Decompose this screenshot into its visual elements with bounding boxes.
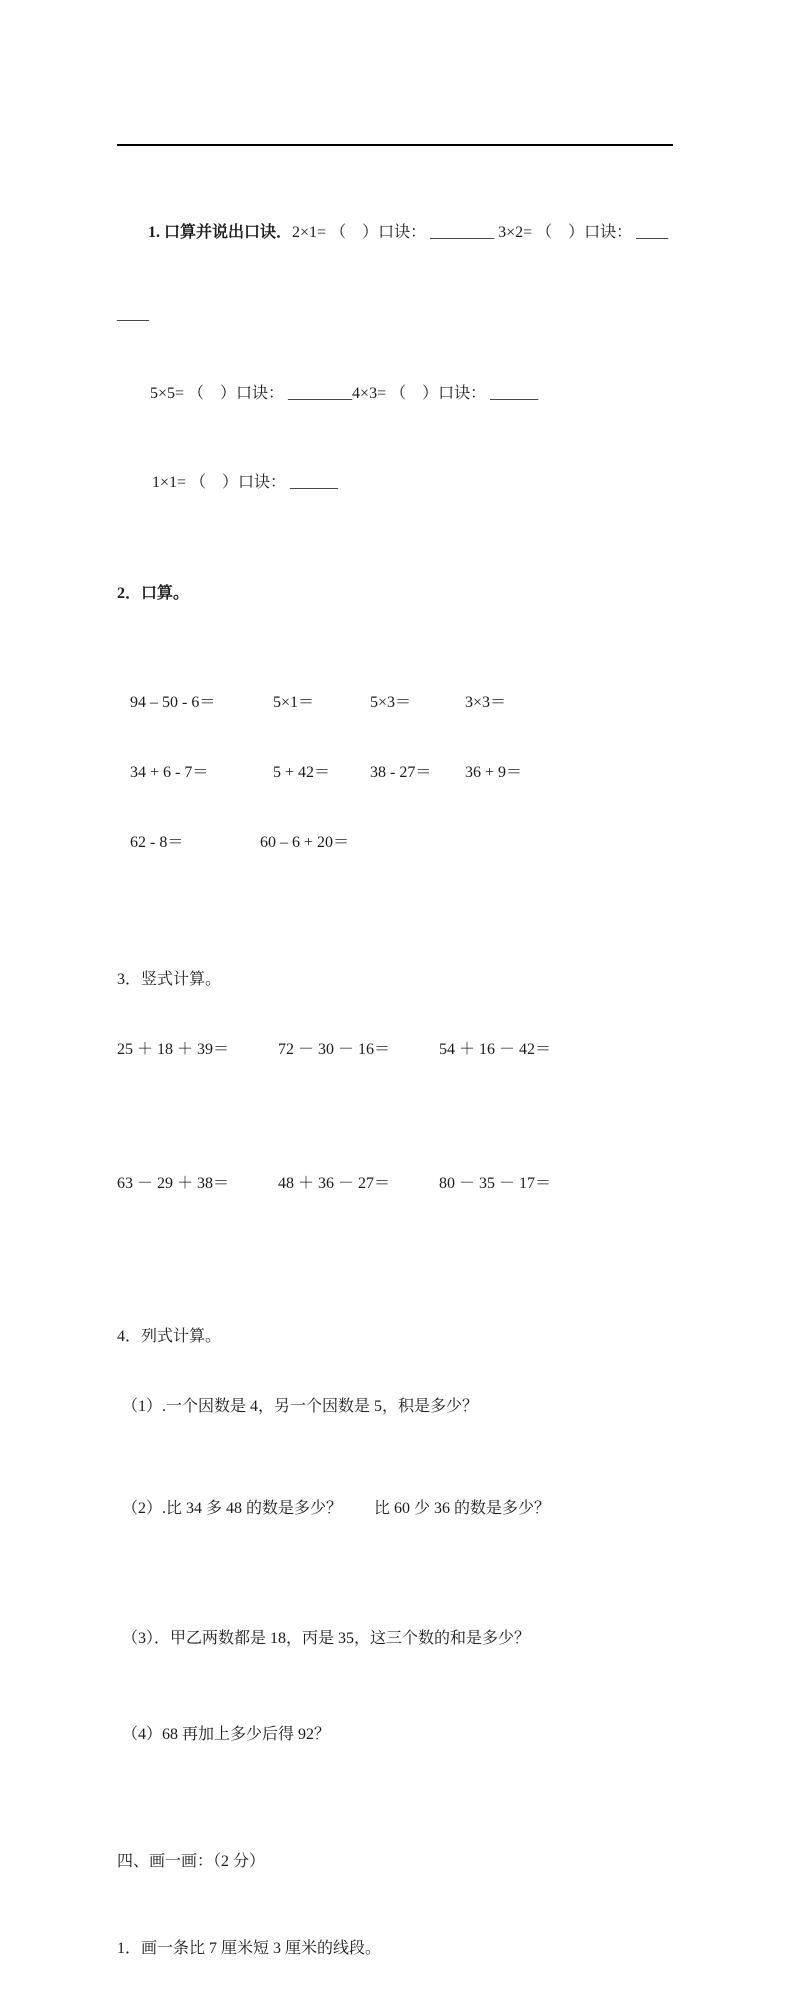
q3-problem: 63 － 29 ＋ 38＝ [117, 1175, 230, 1192]
q2-problem: 5 + 42＝ [273, 764, 331, 781]
q2-row [130, 758, 675, 788]
q2-problem: 60 – 6 + 20＝ [260, 834, 350, 851]
q2-problem: 36 + 9＝ [465, 764, 523, 781]
q3-problem: 25 ＋ 18 ＋ 39＝ [117, 1041, 230, 1058]
q4-item-2: （2）.比 34 多 48 的数是多少？ 比 60 少 36 的数是多少？ [122, 1500, 551, 1517]
section4-drawing-item-1: 1．画一条比 7 厘米短 3 厘米的线段。 [117, 1940, 382, 1957]
q3-problem: 54 ＋ 16 － 42＝ [439, 1041, 552, 1058]
q1-line-3: 1×1= （ ）口诀： ______ [152, 474, 339, 491]
q3-problem: 80 － 35 － 17＝ [439, 1175, 552, 1192]
q1-answer-blank-continuation: ____ [117, 306, 149, 323]
q3-heading: 3．竖式计算。 [117, 971, 222, 988]
q1-heading: 1. 口算并说出口诀． [148, 224, 293, 241]
q2-problem: 34 + 6 - 7＝ [130, 764, 209, 781]
q4-item-1: （1）.一个因数是 4，另一个因数是 5，积是多少？ [122, 1398, 479, 1415]
q3-problem: 48 ＋ 36 － 27＝ [278, 1175, 391, 1192]
section4-drawing-heading: 四、画一画：（2 分） [117, 1853, 266, 1870]
q2-problem: 62 - 8＝ [130, 834, 184, 851]
q1-line [117, 223, 675, 243]
top-divider-line [117, 144, 673, 146]
q2-problem: 3×3＝ [465, 694, 507, 711]
q2-problem: 5×3＝ [370, 694, 412, 711]
q2-problem: 38 - 27＝ [370, 764, 432, 781]
q1-problems: 2×1= （ ）口诀： ________ 3×2= （ ）口诀： ____ [292, 224, 669, 241]
q3-problem: 72 － 30 － 16＝ [278, 1041, 391, 1058]
q1-line-2: 5×5= （ ）口诀： ________4×3= （ ）口诀： ______ [150, 385, 539, 402]
q2-row [130, 688, 675, 718]
q3-row [117, 1174, 675, 1194]
q4-heading: 4．列式计算。 [117, 1328, 222, 1345]
q2-oral-calculation-grid [117, 648, 675, 898]
q2-problem: 5×1＝ [273, 694, 315, 711]
q2-heading: 2．口算。 [117, 585, 190, 602]
q2-row [130, 828, 675, 858]
q4-item-3: （3）．甲乙两数都是 18，丙是 35，这三个数的和是多少？ [122, 1630, 531, 1647]
q4-item-4: （4）68 再加上多少后得 92？ [122, 1726, 331, 1743]
q3-row [117, 1040, 675, 1060]
q2-problem: 94 – 50 - 6＝ [130, 694, 216, 711]
